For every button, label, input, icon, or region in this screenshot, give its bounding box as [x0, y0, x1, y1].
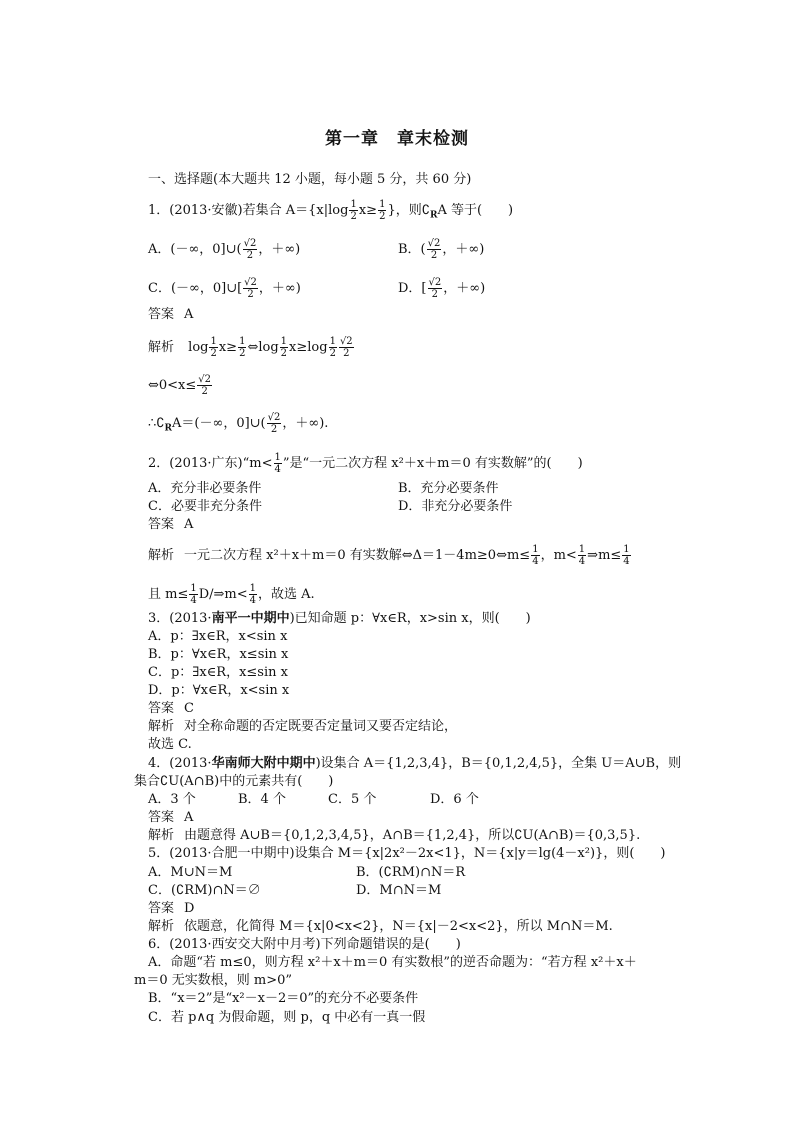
- q5-option-d: D．M∩N＝M: [356, 883, 442, 898]
- q1-option-d: D．[ $\frac{√2}{2}$ ，＋∞): [398, 277, 486, 300]
- page-title: 第一章 章末检测: [325, 129, 469, 149]
- q1-analysis-3: $\therefore∁_RA=(-\infty$，0]∪( $\frac{√2}{2}$ ，＋∞).: [148, 412, 329, 435]
- q4-stem-2: 集合∁U(A∩B)中的元素共有( ): [134, 774, 334, 789]
- fraction: $\frac{1}{2}$: [210, 336, 217, 359]
- q3-analysis-2: 故选 C.: [148, 737, 192, 752]
- q3-analysis-1: 解析 对全称命题的否定既要否定量词又要否定结论，: [148, 719, 458, 734]
- fraction: $\frac{1}{2}$: [329, 336, 336, 359]
- q1-analysis-2: ⇔0<x≤ $\frac{√2}{2}$: [148, 374, 212, 397]
- fraction: $\frac{1}{4}$: [578, 544, 586, 567]
- fraction: $\frac{√2}{2}$: [428, 277, 442, 300]
- q3-option-d: D．p：∀x∈R，x<sin x: [148, 683, 290, 698]
- q3-answer: 答案 C: [148, 701, 194, 716]
- q2-option-b: B．充分必要条件: [398, 481, 499, 496]
- q3-option-a: A．p：∃x∈R，x<sin x: [148, 629, 288, 644]
- q1-stem: 1．(2013·安徽)若集合 A＝{x|log $\frac{1}{2}$ x≥ $\frac{1}{2}$ }，则$∁_RA$ 等于( ): [148, 199, 514, 222]
- fraction: $\frac{1}{4}$: [274, 452, 281, 475]
- fraction: $\frac{√2}{2}$: [339, 336, 353, 359]
- fraction: $\frac{1}{4}$: [249, 583, 257, 606]
- q5-stem: 5．(2013·合肥一中期中)设集合 M＝{x|2x²－2x<1}，N＝{x|y＝lg(4－x²)}，则( ): [148, 846, 666, 861]
- q6-option-b: B．“x＝2”是“x²－x－2＝0”的充分不必要条件: [148, 991, 419, 1006]
- fraction: $\frac{√2}{2}$: [244, 277, 257, 300]
- q4-option-b: B．4 个: [238, 792, 286, 807]
- q5-analysis: 解析 依题意，化简得 M＝{x|0<x<2}，N＝{x|－2<x<2}，所以 M∩N＝M.: [148, 919, 613, 934]
- q1-option-a: A．(－∞，0]∪( $\frac{√2}{2}$ ，＋∞): [148, 238, 301, 261]
- q4-option-d: D．6 个: [430, 792, 479, 807]
- q2-option-c: C．必要非充分条件: [148, 499, 262, 514]
- q4-answer: 答案 A: [148, 810, 194, 825]
- q5-option-b: B．(∁RM)∩N＝R: [356, 865, 466, 880]
- fraction: $\frac{1}{2}$: [280, 336, 288, 359]
- fraction: $\frac{1}{2}$: [239, 336, 246, 359]
- q5-option-a: A．M∪N＝M: [148, 865, 233, 880]
- fraction: $\frac{1}{2}$: [350, 199, 357, 222]
- q3-stem: 3．(2013·南平一中期中)已知命题 p：∀x∈R，x>sin x，则( ): [148, 611, 531, 626]
- q2-analysis-2: 且 m≤ $\frac{1}{4}$ D/⇒m< $\frac{1}{4}$ ，故选 A.: [148, 583, 315, 606]
- q1-option-b: B．( $\frac{√2}{2}$ ，＋∞): [398, 238, 485, 261]
- fraction: $\frac{√2}{2}$: [427, 238, 441, 261]
- section-heading: 一、选择题(本大题共 12 小题，每小题 5 分，共 60 分): [148, 172, 472, 187]
- q4-analysis: 解析 由题意得 A∪B＝{0,1,2,3,4,5}，A∩B＝{1,2,4}，所以∁U(A∩B)＝{0,3,5}.: [148, 828, 641, 843]
- fraction: $\frac{√2}{2}$: [198, 374, 212, 397]
- q4-option-c: C．5 个: [328, 792, 377, 807]
- fraction: $\frac{1}{4}$: [190, 583, 197, 606]
- q3-option-c: C．p：∃x∈R，x≤sin x: [148, 665, 288, 680]
- q1-analysis-1: 解析 log $\frac{1}{2}$ x≥ $\frac{1}{2}$ ⇔log $\frac{1}{2}$ x≥log $\frac{1}{2}$ $\frac{√2}{2}$: [148, 336, 353, 359]
- fraction: $\frac{1}{4}$: [532, 544, 539, 567]
- fraction: $\frac{√2}{2}$: [243, 238, 257, 261]
- q2-option-d: D．非充分必要条件: [398, 499, 513, 514]
- q6-option-c: C．若 p∧q 为假命题，则 p，q 中必有一真一假: [148, 1010, 426, 1025]
- q6-option-a-1: A．命题“若 m≤0，则方程 x²＋x＋m＝0 有实数根”的逆否命题为：“若方程 x²＋x＋: [148, 955, 637, 970]
- q4-option-a: A．3 个: [148, 792, 196, 807]
- q6-option-a-2: m＝0 无实数根，则 m>0”: [134, 973, 292, 988]
- q5-option-c: C．(∁RM)∩N＝∅: [148, 883, 261, 898]
- q3-option-b: B．p：∀x∈R，x≤sin x: [148, 647, 289, 662]
- q2-stem: 2．(2013·广东)“m< $\frac{1}{4}$ ”是“一元二次方程 x²＋x＋m＝0 有实数解”的( ): [148, 452, 583, 475]
- q2-answer: 答案 A: [148, 517, 194, 532]
- q2-option-a: A．充分非必要条件: [148, 481, 262, 496]
- q1-option-c: C．(－∞，0]∪[ $\frac{√2}{2}$ ，＋∞): [148, 277, 301, 300]
- fraction: $\frac{1}{2}$: [379, 199, 386, 222]
- q5-answer: 答案 D: [148, 901, 195, 916]
- q1-answer: 答案 A: [148, 307, 194, 322]
- q4-stem: 4．(2013·华南师大附中期中)设集合 A＝{1,2,3,4}，B＝{0,1,2,4,5}，全集 U＝A∪B，则: [148, 756, 682, 771]
- fraction: $\frac{√2}{2}$: [267, 412, 281, 435]
- fraction: $\frac{1}{4}$: [623, 544, 630, 567]
- q2-analysis-1: 解析 一元二次方程 x²＋x＋m＝0 有实数解⇔Δ＝1－4m≥0⇔m≤ $\frac{1}{4}$ ，m< $\frac{1}{4}$ ⇒m≤ $\frac{1}{4}$: [148, 544, 630, 567]
- q6-stem: 6．(2013·西安交大附中月考)下列命题错误的是( ): [148, 937, 461, 952]
